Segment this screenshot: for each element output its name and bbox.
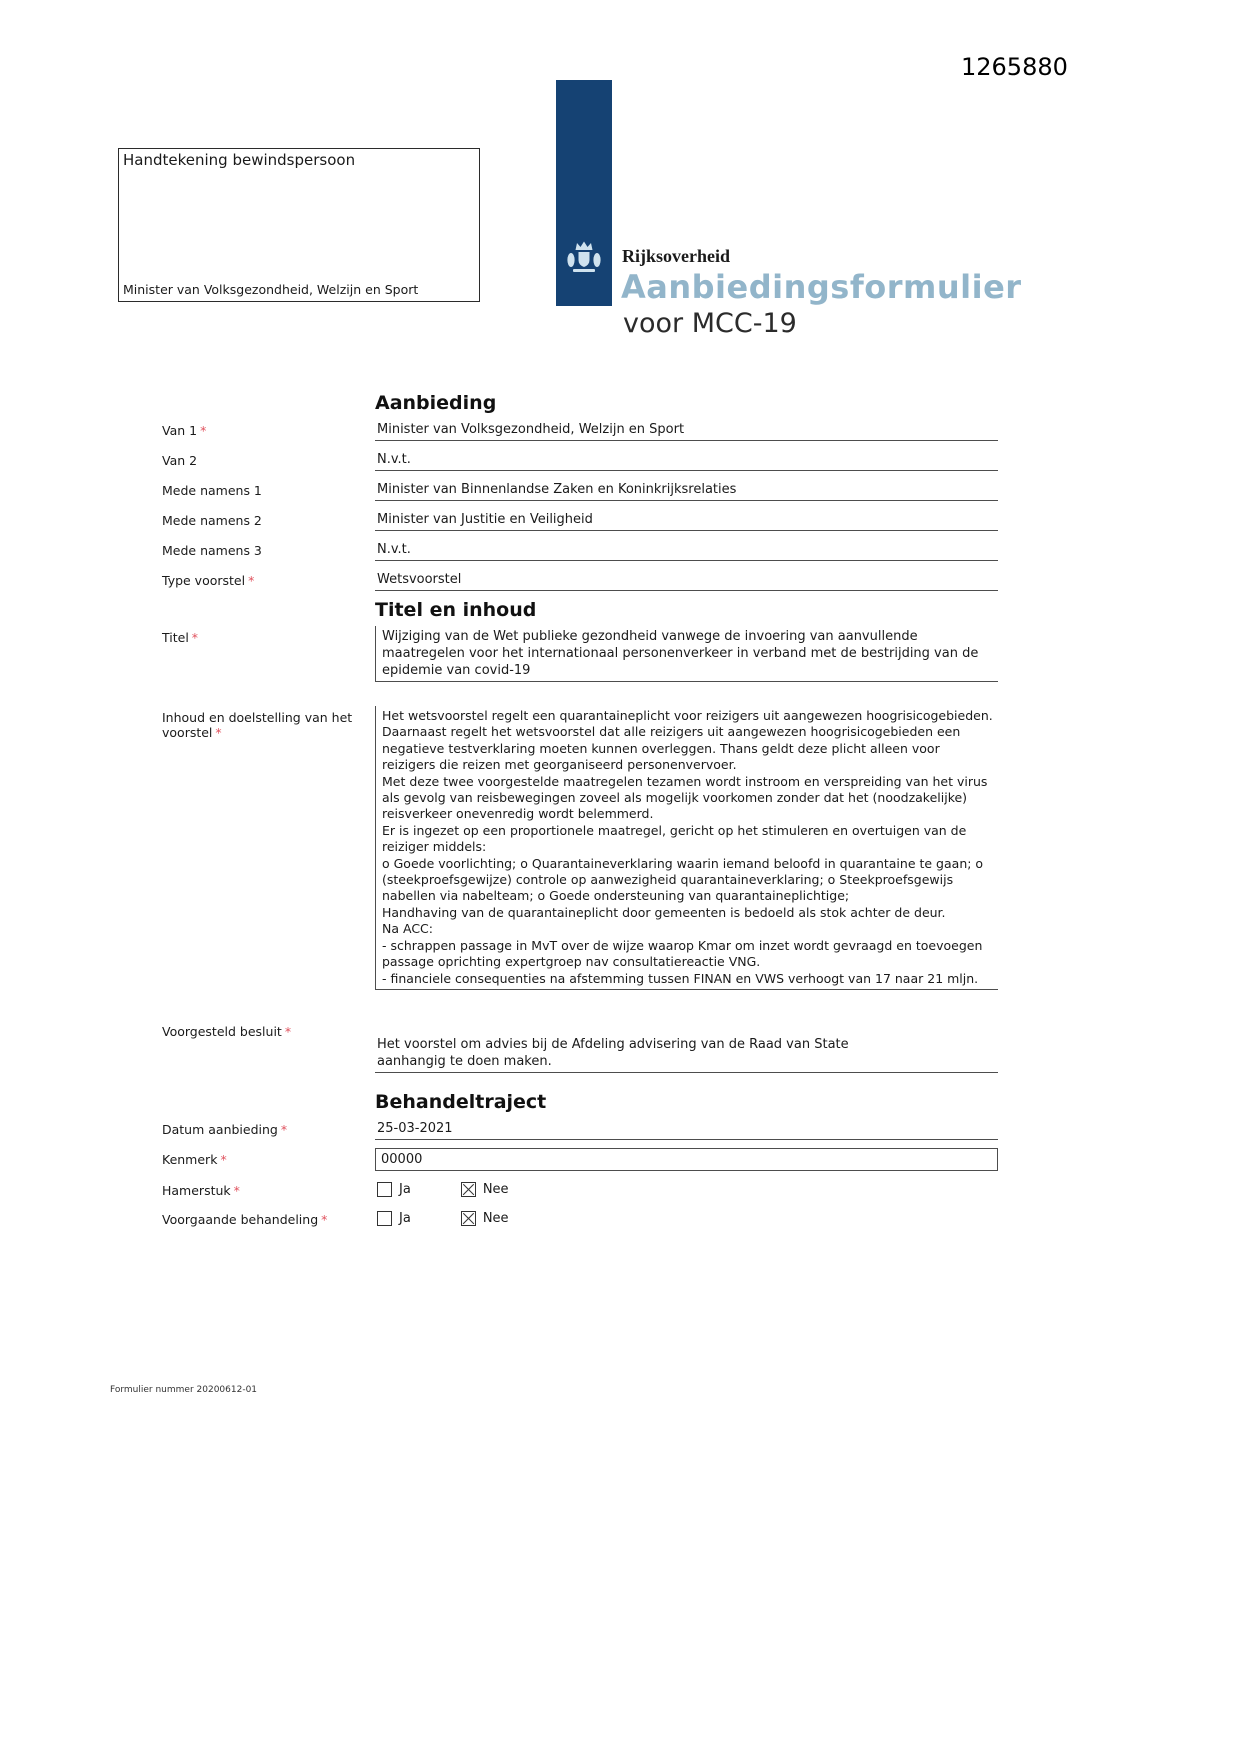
signature-box xyxy=(118,148,480,302)
form-body xyxy=(162,392,998,1237)
section-heading-titel-en-inhoud: Titel en inhoud xyxy=(375,599,537,621)
field-label xyxy=(162,419,375,438)
field-label-text: Voorgesteld besluit xyxy=(162,1023,282,1039)
required-asterisk: * xyxy=(280,1121,288,1137)
field-label xyxy=(162,509,375,528)
field-label xyxy=(162,539,375,558)
mede-namens-2-field[interactable]: Minister van Justitie en Veiligheid xyxy=(375,509,998,531)
rijksoverheid-wordmark: Rijksoverheid xyxy=(622,246,730,266)
form-row xyxy=(162,479,998,501)
field-label-text: Mede namens 1 xyxy=(162,483,262,498)
checkbox-nee[interactable] xyxy=(461,1211,476,1226)
field-label-text: Titel xyxy=(162,630,189,645)
required-asterisk: * xyxy=(233,1182,240,1198)
signature-box-footer: Minister van Volksgezondheid, Welzijn en Sport xyxy=(123,282,419,297)
form-row xyxy=(162,539,998,561)
required-asterisk: * xyxy=(191,630,199,645)
hamerstuk-option-nee xyxy=(461,1181,509,1198)
field-label-text: Kenmerk xyxy=(162,1151,218,1167)
checkbox-label-nee: Nee xyxy=(482,1210,509,1226)
inhoud-doelstelling-field[interactable]: Het wetsvoorstel regelt een quarantaineplicht voor reizigers uit aangewezen hoogrisicogebieden. Daarnaast regelt het wetsvoorstel dat alle reizigers uit aangewezen hoogrisicogebieden een negatieve testverklaring moeten kunnen overleggen. Thans geldt deze plicht alleen voor reizigers die reizen met georganiseerd personenvervoer. Met deze twee voorgestelde maatregelen tezamen wordt instroom en verspreiding van het virus als gevolg van reisbewegingen zoveel als mogelijk voorkomen zonder dat het (noodzakelijke) reisverkeer onevenredig wordt belemmerd. Er is ingezet op een proportionele maatregel, gericht op het stimuleren en overtuigen van de reiziger middels: o Goede voorlichting; o Quarantaineverklaring waarin iemand beloofd in quarantaine te gaan; o (steekproefsgewijze) controle op aanwezigheid quarantaineverklaring; o Steekproefsgewijs nabellen via nabelteam; o Goede ondersteuning van quarantaineplichtige; Handhaving van de quarantaineplicht door gemeenten is bedoeld als stok achter de deur. Na ACC: - schrappen passage in MvT over de wijze waarop Kmar om inzet wordt gevraagd en toevoegen passage oprichting expertgroep nav consultatiereactie VNG. - financiele consequenties na afstemming tussen FINAN en VWS verhoogt van 17 naar 21 mljn. xyxy=(375,706,998,990)
voorgaande-option-ja xyxy=(377,1210,411,1227)
form-row xyxy=(162,1020,998,1083)
field-label-text: Type voorstel xyxy=(162,573,246,588)
checkbox-label-ja: Ja xyxy=(399,1210,411,1226)
form-row xyxy=(162,449,998,471)
field-label-text: Datum aanbieding xyxy=(162,1121,278,1137)
hamerstuk-options xyxy=(375,1179,998,1200)
form-row xyxy=(162,569,998,591)
form-row xyxy=(162,1118,998,1140)
field-label xyxy=(162,479,375,498)
required-asterisk: * xyxy=(215,725,222,740)
voorgesteld-besluit-field[interactable]: Het voorstel om advies bij de Afdeling advisering van de Raad van State aanhangig te doen maken. xyxy=(375,1034,998,1073)
hamerstuk-option-ja xyxy=(377,1181,411,1198)
field-label xyxy=(162,1148,375,1167)
datum-aanbieding-field[interactable]: 25-03-2021 xyxy=(375,1118,998,1140)
field-label-text: Mede namens 3 xyxy=(162,543,262,558)
form-row xyxy=(162,706,998,1012)
checkbox-label-ja: Ja xyxy=(399,1181,411,1197)
van-2-field[interactable]: N.v.t. xyxy=(375,449,998,471)
field-label xyxy=(162,626,375,645)
type-voorstel-field[interactable]: Wetsvoorstel xyxy=(375,569,998,591)
voorgaande-behandeling-options xyxy=(375,1208,998,1229)
checkbox-nee[interactable] xyxy=(461,1182,476,1197)
checkbox-ja[interactable] xyxy=(377,1211,392,1226)
form-row xyxy=(162,1208,998,1229)
form-row xyxy=(162,1179,998,1200)
mede-namens-3-field[interactable]: N.v.t. xyxy=(375,539,998,561)
form-row xyxy=(162,1148,998,1171)
required-asterisk: * xyxy=(321,1211,328,1227)
checkbox-ja[interactable] xyxy=(377,1182,392,1197)
field-label-text: Voorgaande behandeling xyxy=(162,1211,319,1227)
signature-box-label: Handtekening bewindspersoon xyxy=(123,151,356,169)
rijksoverheid-ribbon xyxy=(556,80,612,306)
field-label xyxy=(162,706,375,740)
van-1-field[interactable]: Minister van Volksgezondheid, Welzijn en Sport xyxy=(375,419,998,441)
required-asterisk: * xyxy=(220,1151,227,1167)
section-heading-behandeltraject: Behandeltraject xyxy=(375,1090,547,1113)
rijksoverheid-logo-icon xyxy=(564,238,604,284)
form-row xyxy=(162,626,998,698)
field-label-text: Hamerstuk xyxy=(162,1182,231,1198)
checkbox-label-nee: Nee xyxy=(482,1181,509,1197)
form-number-footer: Formulier nummer 20200612-01 xyxy=(110,1385,258,1395)
mede-namens-1-field[interactable]: Minister van Binnenlandse Zaken en Koninkrijksrelaties xyxy=(375,479,998,501)
field-label xyxy=(162,569,375,588)
field-label-text: Van 2 xyxy=(162,453,198,468)
section-heading-aanbieding: Aanbieding xyxy=(375,392,497,414)
field-label xyxy=(162,1118,375,1137)
required-asterisk: * xyxy=(248,573,255,588)
field-label-text: Van 1 xyxy=(162,423,198,438)
field-label xyxy=(162,449,375,468)
titel-field[interactable]: Wijziging van de Wet publieke gezondheid vanwege de invoering van aanvullende maatregelen voor het internationaal personenverkeer in verband met de bestrijding van de epidemie van covid-19 xyxy=(375,626,998,682)
field-label xyxy=(162,1179,375,1198)
form-row xyxy=(162,419,998,441)
field-label xyxy=(162,1020,375,1039)
voorgaande-option-nee xyxy=(461,1210,509,1227)
document-number: 1265880 xyxy=(961,53,1068,81)
kenmerk-field[interactable]: 00000 xyxy=(375,1148,998,1171)
form-row xyxy=(162,509,998,531)
required-asterisk: * xyxy=(284,1023,292,1039)
field-label-text: Mede namens 2 xyxy=(162,513,262,528)
required-asterisk: * xyxy=(200,423,207,438)
field-label xyxy=(162,1208,375,1227)
form-subtitle: voor MCC-19 xyxy=(623,308,797,339)
field-label-text: Inhoud en doelstelling van het voorstel xyxy=(162,710,353,740)
form-title: Aanbiedingsformulier xyxy=(621,268,1022,306)
